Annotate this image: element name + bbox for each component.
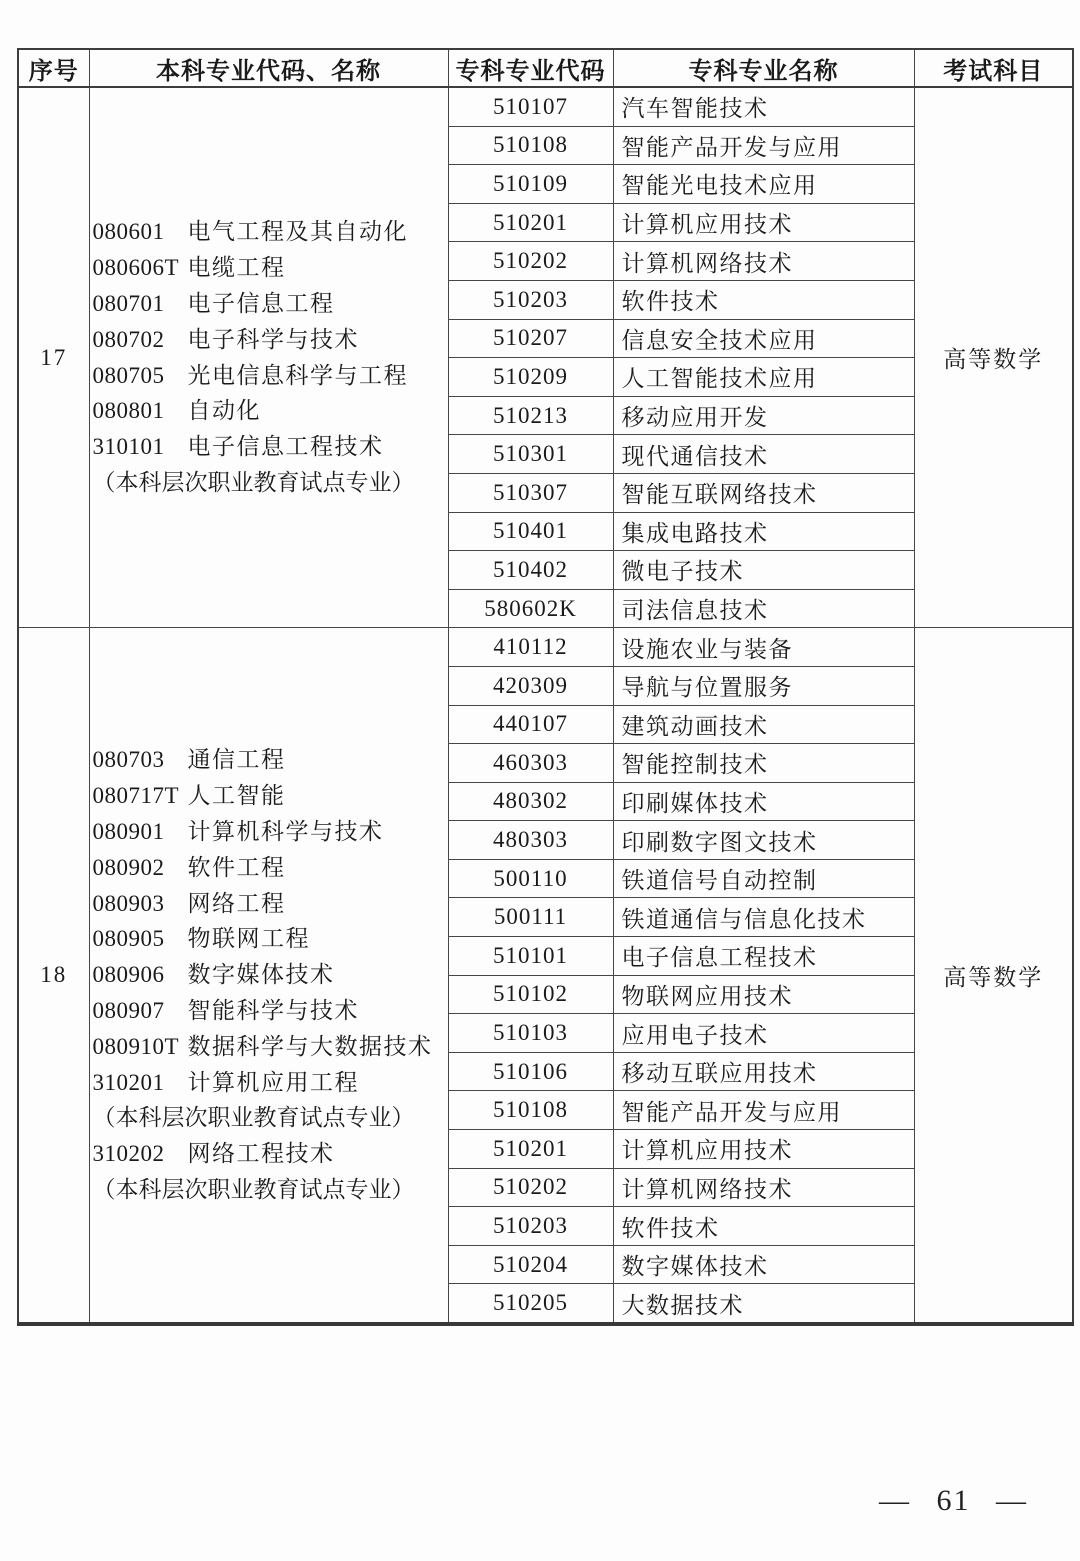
college-code-cell: 510205 (448, 1284, 613, 1324)
undergrad-major-line (93, 957, 446, 993)
undergrad-major-code: 080906 (92, 962, 165, 988)
undergrad-major-code: 080601 (92, 219, 165, 245)
undergrad-note-line (93, 1100, 446, 1136)
undergrad-major-code: 080701 (92, 291, 165, 317)
college-name-cell: 智能产品开发与应用 (613, 1091, 914, 1130)
college-code-cell: 510106 (448, 1052, 613, 1091)
college-name-cell: 司法信息技术 (613, 589, 914, 628)
college-code-cell: 510102 (448, 975, 613, 1014)
header-college-code: 专科专业代码 (448, 49, 613, 87)
college-code-cell: 410112 (448, 628, 613, 667)
undergrad-major-line (93, 742, 446, 778)
undergrad-major-name: 数据科学与大数据技术 (187, 1033, 433, 1059)
undergrad-major-line (93, 1065, 446, 1101)
college-code-cell: 480303 (448, 821, 613, 860)
college-name-cell: 微电子技术 (613, 551, 914, 590)
college-code-cell: 510401 (448, 512, 613, 551)
college-name-cell: 电子信息工程技术 (613, 937, 914, 976)
college-name-cell: 智能互联网络技术 (613, 473, 914, 512)
undergrad-major-name: 物联网工程 (187, 926, 310, 952)
undergrad-major-line (93, 1136, 446, 1172)
college-name-cell: 应用电子技术 (613, 1014, 914, 1053)
undergrad-major-name: 人工智能 (187, 783, 286, 809)
college-code-cell: 510101 (448, 937, 613, 976)
college-name-cell: 汽车智能技术 (613, 87, 914, 126)
undergrad-major-code: 080705 (92, 362, 165, 388)
undergrad-major-name: 电气工程及其自动化 (187, 219, 408, 245)
undergrad-major-code: 080702 (92, 326, 165, 352)
college-code-cell: 510203 (448, 1207, 613, 1246)
header-seq: 序号 (18, 49, 89, 87)
undergrad-major-name: 通信工程 (187, 747, 286, 773)
college-name-cell: 移动应用开发 (613, 396, 914, 435)
college-code-cell: 510103 (448, 1014, 613, 1053)
group-seq-cell: 18 (18, 628, 89, 1324)
undergrad-major-line (93, 429, 446, 465)
header-undergrad-majors: 本科专业代码、名称 (89, 49, 448, 87)
college-name-cell: 信息安全技术应用 (613, 319, 914, 358)
college-code-cell: 510107 (448, 87, 613, 126)
undergrad-major-code: 080901 (92, 819, 165, 845)
college-code-cell: 510201 (448, 1130, 613, 1169)
college-name-cell: 印刷媒体技术 (613, 782, 914, 821)
college-code-cell: 510109 (448, 165, 613, 204)
undergrad-note-line (93, 465, 446, 501)
undergrad-major-name: 网络工程技术 (187, 1141, 335, 1167)
undergrad-major-code: 310202 (92, 1141, 165, 1167)
undergrad-major-line (93, 850, 446, 886)
college-code-cell: 420309 (448, 666, 613, 705)
college-code-cell: 510108 (448, 1091, 613, 1130)
undergrad-major-line (93, 1029, 446, 1065)
undergrad-major-code: 080907 (92, 998, 165, 1024)
undergrad-major-name: 电缆工程 (187, 255, 286, 281)
undergrad-major-name: 计算机科学与技术 (187, 819, 384, 845)
table-row (18, 87, 1073, 126)
college-code-cell: 510301 (448, 435, 613, 474)
undergrad-major-line (93, 393, 446, 429)
college-name-cell: 大数据技术 (613, 1284, 914, 1324)
college-name-cell: 设施农业与装备 (613, 628, 914, 667)
undergrad-major-code: 080910T (92, 1033, 180, 1059)
college-name-cell: 物联网应用技术 (613, 975, 914, 1014)
undergrad-note-text: （本科层次职业教育试点专业） (92, 1105, 415, 1131)
undergrad-major-name: 电子信息工程技术 (187, 434, 384, 460)
undergrad-major-name: 数字媒体技术 (187, 962, 335, 988)
undergrad-major-line (93, 286, 446, 322)
college-code-cell: 510201 (448, 203, 613, 242)
undergrad-major-line (93, 886, 446, 922)
undergrad-major-name: 电子科学与技术 (187, 326, 359, 352)
undergrad-major-name: 网络工程 (187, 890, 286, 916)
college-name-cell: 铁道信号自动控制 (613, 859, 914, 898)
table-row (18, 628, 1073, 667)
undergrad-major-line (93, 993, 446, 1029)
undergrad-major-name: 计算机应用工程 (187, 1069, 359, 1095)
table-header-row (18, 49, 1073, 87)
undergrad-majors-cell (89, 628, 448, 1324)
undergrad-major-line (93, 358, 446, 394)
undergrad-major-name: 自动化 (187, 398, 261, 424)
undergrad-major-line (93, 322, 446, 358)
college-name-cell: 计算机网络技术 (613, 242, 914, 281)
undergrad-major-code: 080903 (92, 890, 165, 916)
college-code-cell: 510108 (448, 126, 613, 165)
undergrad-major-code: 080902 (92, 854, 165, 880)
undergrad-major-name: 智能科学与技术 (187, 998, 359, 1024)
undergrad-major-code: 080801 (92, 398, 165, 424)
page-number: — 61 — (879, 1484, 1028, 1517)
undergrad-major-code: 310201 (92, 1069, 165, 1095)
college-name-cell: 现代通信技术 (613, 435, 914, 474)
exam-subject-cell: 高等数学 (914, 628, 1073, 1324)
college-code-cell: 510207 (448, 319, 613, 358)
college-code-cell: 510202 (448, 1168, 613, 1207)
college-name-cell: 智能产品开发与应用 (613, 126, 914, 165)
undergrad-major-name: 光电信息科学与工程 (187, 362, 408, 388)
college-code-cell: 580602K (448, 589, 613, 628)
college-code-cell: 440107 (448, 705, 613, 744)
college-name-cell: 集成电路技术 (613, 512, 914, 551)
college-name-cell: 印刷数字图文技术 (613, 821, 914, 860)
undergrad-major-name: 电子信息工程 (187, 291, 335, 317)
college-code-cell: 460303 (448, 744, 613, 783)
undergrad-major-line (93, 250, 446, 286)
college-name-cell: 建筑动画技术 (613, 705, 914, 744)
college-code-cell: 480302 (448, 782, 613, 821)
undergrad-major-code: 080905 (92, 926, 165, 952)
college-name-cell: 智能光电技术应用 (613, 165, 914, 204)
undergrad-major-line (93, 778, 446, 814)
college-name-cell: 计算机网络技术 (613, 1168, 914, 1207)
header-exam-subject: 考试科目 (914, 49, 1073, 87)
college-name-cell: 导航与位置服务 (613, 666, 914, 705)
undergrad-note-text: （本科层次职业教育试点专业） (92, 470, 415, 496)
undergrad-major-name: 软件工程 (187, 854, 286, 880)
college-code-cell: 510204 (448, 1245, 613, 1284)
college-code-cell: 510202 (448, 242, 613, 281)
undergrad-major-code: 310101 (92, 434, 165, 460)
undergrad-note-text: （本科层次职业教育试点专业） (92, 1177, 415, 1203)
undergrad-major-lines (90, 736, 448, 1213)
undergrad-major-code: 080703 (92, 747, 165, 773)
college-code-cell: 510402 (448, 551, 613, 590)
undergrad-note-line (93, 1172, 446, 1208)
college-name-cell: 数字媒体技术 (613, 1245, 914, 1284)
undergrad-major-line (93, 921, 446, 957)
undergrad-major-line (93, 214, 446, 250)
undergrad-major-code: 080606T (92, 255, 180, 281)
college-name-cell: 人工智能技术应用 (613, 358, 914, 397)
header-college-name: 专科专业名称 (613, 49, 914, 87)
college-name-cell: 软件技术 (613, 280, 914, 319)
college-code-cell: 500111 (448, 898, 613, 937)
undergrad-majors-cell (89, 87, 448, 628)
college-name-cell: 移动互联应用技术 (613, 1052, 914, 1091)
college-name-cell: 软件技术 (613, 1207, 914, 1246)
college-name-cell: 铁道通信与信息化技术 (613, 898, 914, 937)
college-code-cell: 500110 (448, 859, 613, 898)
group-seq-cell: 17 (18, 87, 89, 628)
college-name-cell: 计算机应用技术 (613, 1130, 914, 1169)
major-mapping-table (17, 48, 1074, 1326)
undergrad-major-lines (90, 208, 448, 506)
undergrad-major-line (93, 814, 446, 850)
college-code-cell: 510209 (448, 358, 613, 397)
college-code-cell: 510213 (448, 396, 613, 435)
college-name-cell: 智能控制技术 (613, 744, 914, 783)
college-code-cell: 510203 (448, 280, 613, 319)
college-code-cell: 510307 (448, 473, 613, 512)
college-name-cell: 计算机应用技术 (613, 203, 914, 242)
undergrad-major-code: 080717T (92, 783, 180, 809)
exam-subject-cell: 高等数学 (914, 87, 1073, 628)
